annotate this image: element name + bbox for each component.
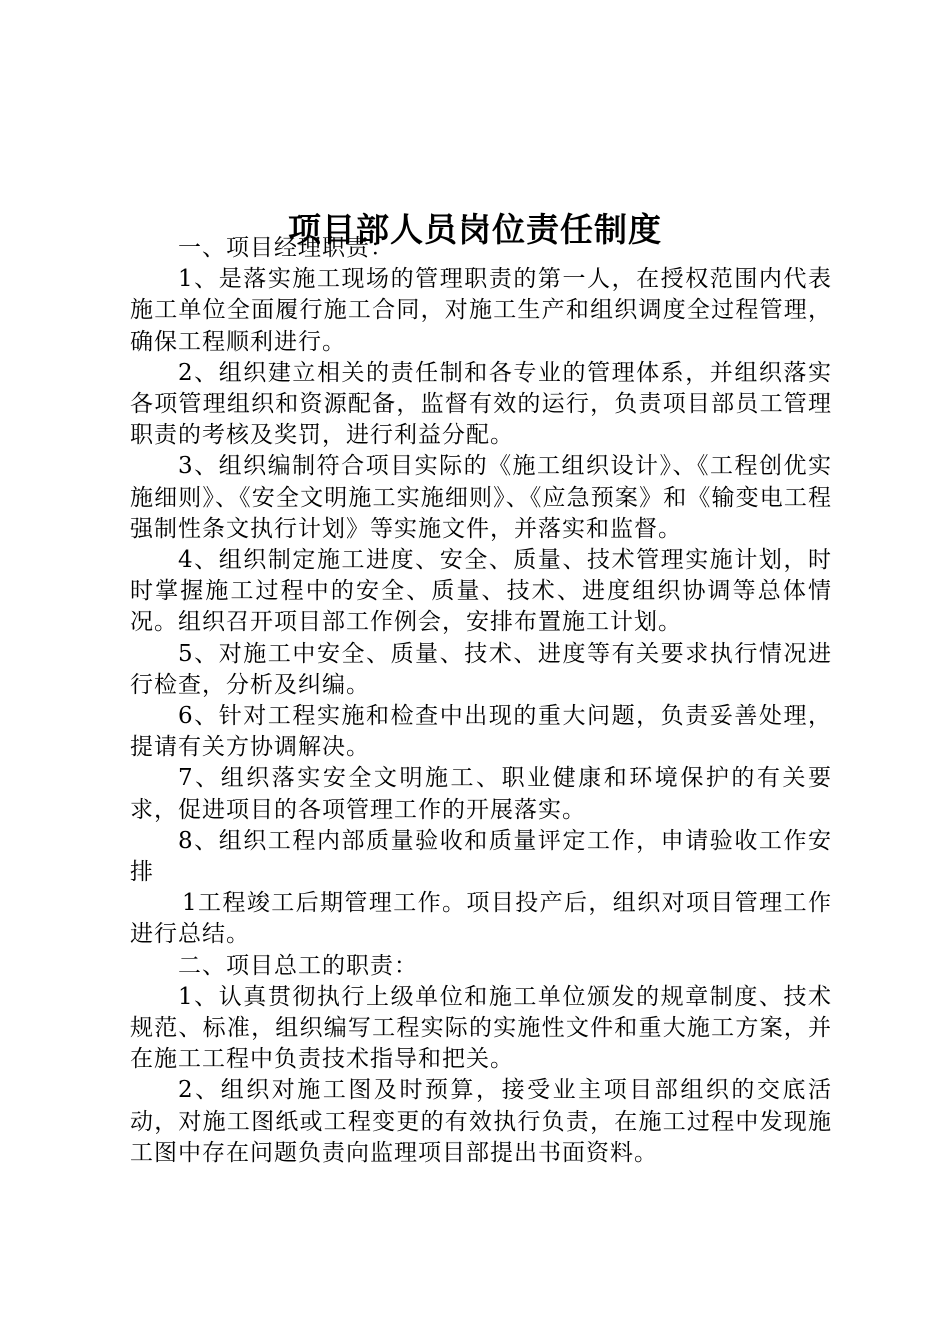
paragraph-item: 1、是落实施工现场的管理职责的第一人，在授权范围内代表施工单位全面履行施工合同，对施工生产和组织调度全过程管理，确保工程顺利进行。 <box>130 266 832 355</box>
paragraph-item: 6、针对工程实施和检查中出现的重大问题，负责妥善处理，提请有关方协调解决。 <box>130 703 832 761</box>
paragraph-item: 2、组织对施工图及时预算，接受业主项目部组织的交底活动，对施工图纸或工程变更的有效执行负责，在施工过程中发现施工图中存在问题负责向监理项目部提出书面资料。 <box>130 1077 832 1166</box>
paragraph-item: 7、组织落实安全文明施工、职业健康和环境保护的有关要求，促进项目的各项管理工作的开展落实。 <box>130 765 832 823</box>
section-heading-project-manager: 一、项目经理职责： <box>178 235 394 261</box>
document-title: 项目部人员岗位责任制度 <box>288 210 662 250</box>
section-heading-chief-engineer: 二、项目总工的职责： <box>178 952 418 979</box>
document-body <box>130 233 832 1169</box>
paragraph-item: 1工程竣工后期管理工作。项目投产后，组织对项目管理工作进行总结。 <box>130 890 832 948</box>
paragraph-item: 8、组织工程内部质量验收和质量评定工作，申请验收工作安排 <box>130 827 832 886</box>
paragraph-item: 1、认真贯彻执行上级单位和施工单位颁发的规章制度、技术规范、标准，组织编写工程实际的实施性文件和重大施工方案，并在施工工程中负责技术指导和把关。 <box>130 983 832 1073</box>
paragraph-item: 3、组织编制符合项目实际的《施工组织设计》、《工程创优实施细则》、《安全文明施工实施细则》、《应急预案》和《输变电工程强制性条文执行计划》等实施文件，并落实和监督。 <box>130 453 832 542</box>
paragraph-item: 2、组织建立相关的责任制和各专业的管理体系，并组织落实各项管理组织和资源配备，监督有效的运行，负责项目部员工管理职责的考核及奖罚，进行利益分配。 <box>130 359 832 449</box>
paragraph-item: 4、组织制定施工进度、安全、质量、技术管理实施计划，时时掌握施工过程中的安全、质量、技术、进度组织协调等总体情况。组织召开项目部工作例会，安排布置施工计划。 <box>130 547 832 636</box>
paragraph-item: 5、对施工中安全、质量、技术、进度等有关要求执行情况进行检查，分析及纠编。 <box>130 640 832 698</box>
